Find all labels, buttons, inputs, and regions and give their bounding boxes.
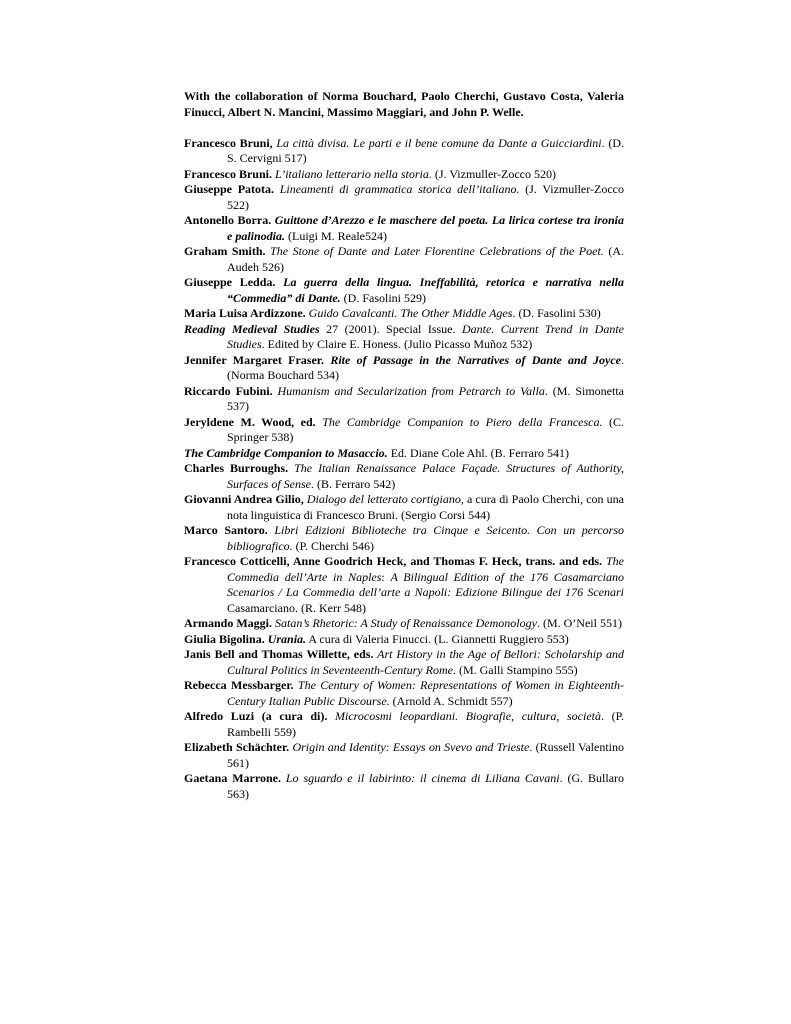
entry-segment: . (M. O’Neil 551) (536, 616, 622, 630)
entry-segment: Microcosmi leopardiani. Biografie, cultura, società (327, 709, 601, 723)
entry-segment: Armando Maggi. (184, 616, 272, 630)
toc-entry (184, 771, 624, 802)
entry-segment: Guido Cavalcanti. The Other Middle Ages (305, 306, 513, 320)
entry-segment: Origin and Identity: Essays on Svevo and Trieste (289, 740, 530, 754)
entry-segment: Rebecca Messbarger. (184, 678, 294, 692)
entry-segment: La guerra della lingua. Ineffabilità, retorica e narrativa nella “Commedia” di Dante. (227, 275, 624, 305)
entry-segment: Gaetana Marrone. (184, 771, 281, 785)
entry-segment: Graham Smith. (184, 244, 266, 258)
entry-segment: . (D. Fasolini 530) (512, 306, 601, 320)
entry-segment: Casamarciano. (R. Kerr 548) (227, 600, 366, 615)
entry-segment: The Cambridge Companion to Piero della Francesca. (315, 414, 603, 429)
entry-segment: Giulia Bigolina. (184, 631, 265, 646)
entry-segment: La città divisa. Le parti e il bene comune da Dante a Guicciardini (272, 135, 602, 150)
entry-segment: . (B. Ferraro 542) (310, 476, 396, 491)
toc-entry (184, 740, 624, 771)
toc-entry (184, 306, 624, 322)
toc-entry (184, 492, 624, 523)
entry-segment: 27 (2001). Special Issue. (319, 321, 462, 336)
collaboration-note: With the collaboration of Norma Bouchard, Paolo Cherchi, Gustavo Costa, Valeria Finucci, Albert N. Mancini, Massimo Maggiari, and John P. Welle. (184, 89, 624, 119)
entry-segment: . (G. Bullaro 563) (227, 771, 625, 801)
toc-entry (184, 415, 624, 446)
entry-segment: . (D. S. Cervigni 517) (227, 135, 624, 165)
entry-segment: Reading Medieval Studies (184, 321, 320, 336)
entry-segment: (P. Cherchi 546) (292, 538, 374, 553)
toc-entry (184, 523, 624, 554)
entry-segment: Giuseppe Patota. (184, 182, 275, 196)
entry-segment: Dante. Current Trend in Dante Studies (227, 321, 624, 351)
text-block (184, 89, 624, 802)
toc-entry (184, 384, 624, 415)
entry-segment: Antonello Borra. (184, 213, 272, 227)
entries-list (184, 136, 624, 803)
entry-segment: . (M. Galli Stampino 555) (452, 662, 578, 677)
toc-entry (184, 709, 624, 740)
entry-segment: Alfredo Luzi (a cura di). (184, 709, 328, 723)
entry-segment: The Stone of Dante and Later Florentine Celebrations of the Poet. (265, 244, 604, 258)
entry-segment: Maria Luisa Ardizzone. (184, 306, 306, 320)
entry-segment: Giuseppe Ledda. (184, 275, 276, 289)
toc-entry (184, 182, 624, 213)
toc-entry (184, 446, 624, 462)
entry-segment: Charles Burroughs. (184, 461, 289, 475)
entry-segment: A cura di Valeria Finucci. (L. Giannetti Ruggiero 553) (306, 631, 569, 646)
entry-segment: Lo sguardo e il labirinto: il cinema di Liliana Cavani (281, 771, 560, 785)
toc-entry (184, 678, 624, 709)
entry-segment: Ed. Diane Cole Ahl. (B. Ferraro 541) (387, 445, 569, 460)
entry-segment: Jennifer Margaret Fraser. (184, 352, 325, 367)
toc-entry (184, 647, 624, 678)
toc-entry (184, 213, 624, 244)
entry-segment: Riccardo Fubini. (184, 383, 273, 398)
entry-segment: (Luigi M. Reale524) (285, 228, 387, 243)
entry-segment: Francesco Bruni, (184, 135, 273, 150)
toc-entry (184, 322, 624, 353)
entry-segment: . (Arnold A. Schmidt 557) (386, 693, 513, 708)
entry-segment: L’italiano letterario nella storia. (272, 166, 432, 181)
toc-entry (184, 554, 624, 616)
entry-segment: . (Norma Bouchard 534) (227, 352, 624, 382)
entry-segment: (J. Vizmuller-Zocco 522) (227, 182, 624, 212)
entry-segment: (D. Fasolini 529) (340, 290, 427, 305)
toc-entry (184, 616, 624, 632)
entry-segment: . (P. Rambelli 559) (227, 709, 624, 739)
toc-entry (184, 136, 624, 167)
entry-segment: Francesco Bruni. (184, 166, 272, 181)
entry-segment: . (M. Simonetta 537) (227, 383, 624, 413)
toc-entry (184, 167, 624, 183)
entry-segment: , a cura di Paolo Cherchi, con una nota linguistica di Francesco Bruni. (Sergio Corsi 544) (227, 492, 624, 522)
entry-segment: : (381, 569, 391, 584)
toc-entry (184, 632, 624, 648)
entry-segment: Janis Bell and Thomas Willette, eds. (184, 647, 374, 661)
entry-segment: Libri Edizioni Biblioteche tra Cinque e Seicento. Con un percorso bibliografico. (227, 523, 624, 553)
entry-segment: The Century of Women: Representations of Women in Eighteenth-Century Italian Public Discourse (227, 678, 624, 708)
entry-segment: A Bilingual Edition of the 176 Casamarciano Scenarios / La Commedia dell’arte a Napoli: Edizione Bilingue dei 176 Scenari (227, 569, 624, 599)
entry-segment: Marco Santoro. (184, 523, 268, 537)
entry-segment: Francesco Cotticelli, Anne Goodrich Heck, and Thomas F. Heck, trans. and eds. (184, 554, 603, 568)
entry-segment: Giovanni Andrea Gilio, (184, 492, 304, 506)
entry-segment: Dialogo del letterato cortigiano (303, 492, 461, 506)
entry-segment: Lineamenti di grammatica storica dell’italiano. (274, 182, 520, 196)
entry-segment: Satan’s Rhetoric: A Study of Renaissance Demonology (272, 616, 537, 630)
entry-segment: (A. Audeh 526) (227, 244, 624, 274)
entry-segment: Jeryldene M. Wood, ed. (184, 414, 316, 429)
entry-segment: Elizabeth Schächter. (184, 740, 290, 754)
toc-entry (184, 275, 624, 306)
entry-segment: Humanism and Secularization from Petrarch to Valla (272, 383, 545, 398)
entry-segment: Urania. (264, 631, 307, 646)
entry-segment: . (Russell Valentino 561) (227, 740, 625, 770)
toc-entry (184, 244, 624, 275)
entry-segment: (C. Springer 538) (227, 414, 625, 444)
entry-segment: Rite of Passage in the Narratives of Dante and Joyce (324, 352, 621, 367)
entry-segment: Guittone d’Arezzo e le maschere del poeta. La lirica cortese tra ironia e palinodia. (227, 213, 624, 243)
entry-segment: (J. Vizmuller-Zocco 520) (431, 166, 557, 181)
entry-segment: The Italian Renaissance Palace Façade. Structures of Authority, Surfaces of Sense (227, 461, 624, 491)
entry-segment: The Commedia dell’Arte in Naples (227, 554, 625, 584)
entry-segment: . Edited by Claire E. Honess. (Julio Picasso Muñoz 532) (261, 337, 533, 351)
toc-entry (184, 353, 624, 384)
toc-entry (184, 461, 624, 492)
entry-segment: Art History in the Age of Bellori: Scholarship and Cultural Politics in Seventeenth-Century Rome (227, 647, 624, 677)
entry-segment: The Cambridge Companion to Masaccio. (184, 445, 388, 460)
